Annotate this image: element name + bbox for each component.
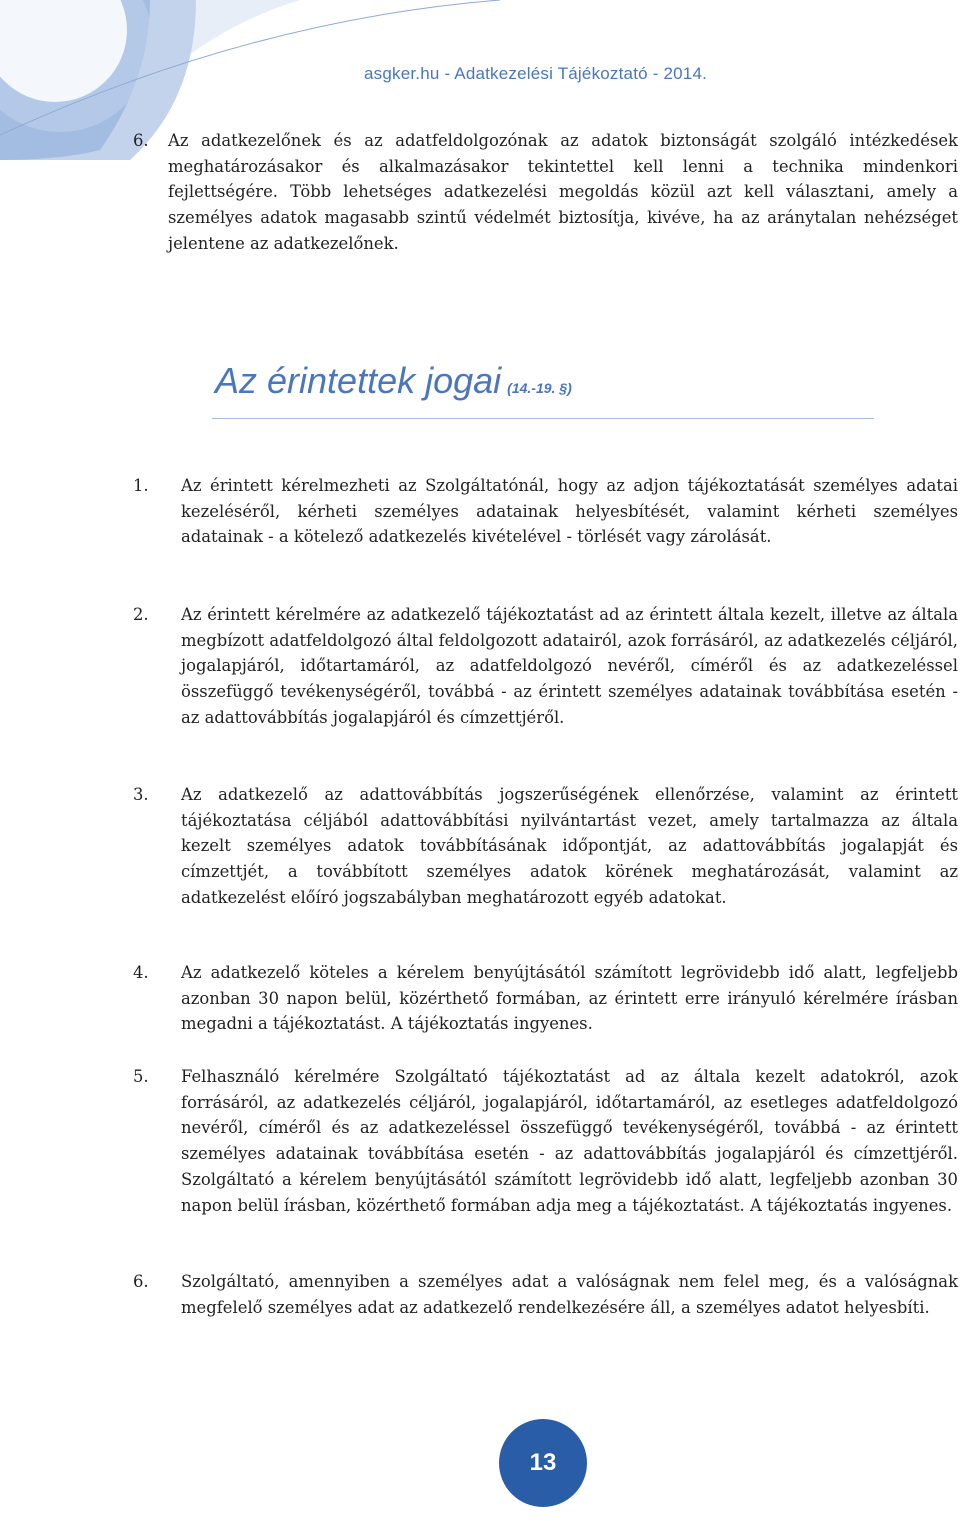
list-item <box>133 1269 958 1320</box>
list-text: Az adatkezelőnek és az adatfeldolgozónak az adatok biztonságát szolgáló intézkedések meghatározásakor és alkalmazásakor tekintettel kell lenni a technika mindenkori fejlettségére. Több lehetséges adatkezelési megoldás közül azt kell választani, amely a személyes adatok magasabb szintű védelmét biztosítja, kivéve, ha az aránytalan nehézséget jelentene az adatkezelőnek. <box>168 131 958 253</box>
top-list-item <box>133 128 958 257</box>
list-text: Az adatkezelő köteles a kérelem benyújtásától számított legrövidebb idő alatt, legfeljebb azonban 30 napon belül, közérthető formában, az érintett erre irányuló kérelmére írásban megadni a tájékoztatást. A tájékoztatás ingyenes. <box>181 963 958 1034</box>
list-text: Az érintett kérelmezheti az Szolgáltatónál, hogy az adjon tájékoztatását személyes adatai kezeléséről, kérheti személyes adatainak helyesbítését, valamint kérheti személyes adatainak - a kötelező adatkezelés kivételével - törlését vagy zárolását. <box>181 476 958 547</box>
list-item <box>133 960 958 1037</box>
list-item <box>133 782 958 911</box>
list-number: 6. <box>133 131 149 150</box>
list-number: 4. <box>133 963 149 982</box>
document-header: asgker.hu - Adatkezelési Tájékoztató - 2014. <box>364 64 708 83</box>
list-text: Szolgáltató, amennyiben a személyes adat a valóságnak nem felel meg, és a valóságnak megfelelő személyes adat az adatkezelő rendelkezésére áll, a személyes adatot helyesbíti. <box>181 1272 958 1317</box>
section-heading <box>215 360 572 402</box>
heading-divider <box>212 418 874 419</box>
list-item <box>133 473 958 550</box>
list-text: Az adatkezelő az adattovábbítás jogszerűségének ellenőrzése, valamint az érintett tájékoztatása céljából adattovábbítási nyilvántartást vezet, amely tartalmazza az általa kezelt személyes adatok továbbításának időpontját, az adattovábbítás jogalapját és címzettjét, a továbbított személyes adatok körének meghatározását, valamint az adatkezelést előíró jogszabályban meghatározott egyéb adatokat. <box>181 785 958 907</box>
page-number-badge <box>499 1419 587 1507</box>
list-text: Az érintett kérelmére az adatkezelő tájékoztatást ad az érintett általa kezelt, illetve az általa megbízott adatfeldolgozó által feldolgozott adatairól, azok forrásáról, az adatkezelés céljáról, jogalapjáról, időtartamáról, az adatfeldolgozó nevéről, címéről és az adatkezeléssel összefüggő tevékenységéről, továbbá - az érintett személyes adatainak továbbítása esetén - az adattovábbítás jogalapjáról és címzettjéről. <box>181 605 958 727</box>
list-number: 5. <box>133 1067 149 1086</box>
list-text: Felhasználó kérelmére Szolgáltató tájékoztatást ad az általa kezelt adatokról, azok forrásáról, az adatkezelés céljáról, jogalapjáról, időtartamáról, az esetleges adatfeldolgozó nevéről, címéről és az adatkezeléssel összefüggő tevékenységéről, továbbá - az érintett személyes adatainak továbbítása esetén - az adattovábbítás jogalapjáról és címzettjéről. Szolgáltató a kérelem benyújtásától számított legrövidebb idő alatt, legfeljebb azonban 30 napon belül írásban, közérthető formában adja meg a tájékoztatást. A tájékoztatás ingyenes. <box>181 1067 958 1215</box>
section-subtitle: (14.-19. §) <box>507 380 572 396</box>
list-item <box>133 1064 958 1218</box>
page-number: 13 <box>529 1449 557 1476</box>
list-number: 1. <box>133 476 149 495</box>
section-title: Az érintettek jogai <box>215 360 502 401</box>
list-number: 3. <box>133 785 149 804</box>
list-number: 2. <box>133 605 149 624</box>
list-item <box>133 602 958 731</box>
list-number: 6. <box>133 1272 149 1291</box>
